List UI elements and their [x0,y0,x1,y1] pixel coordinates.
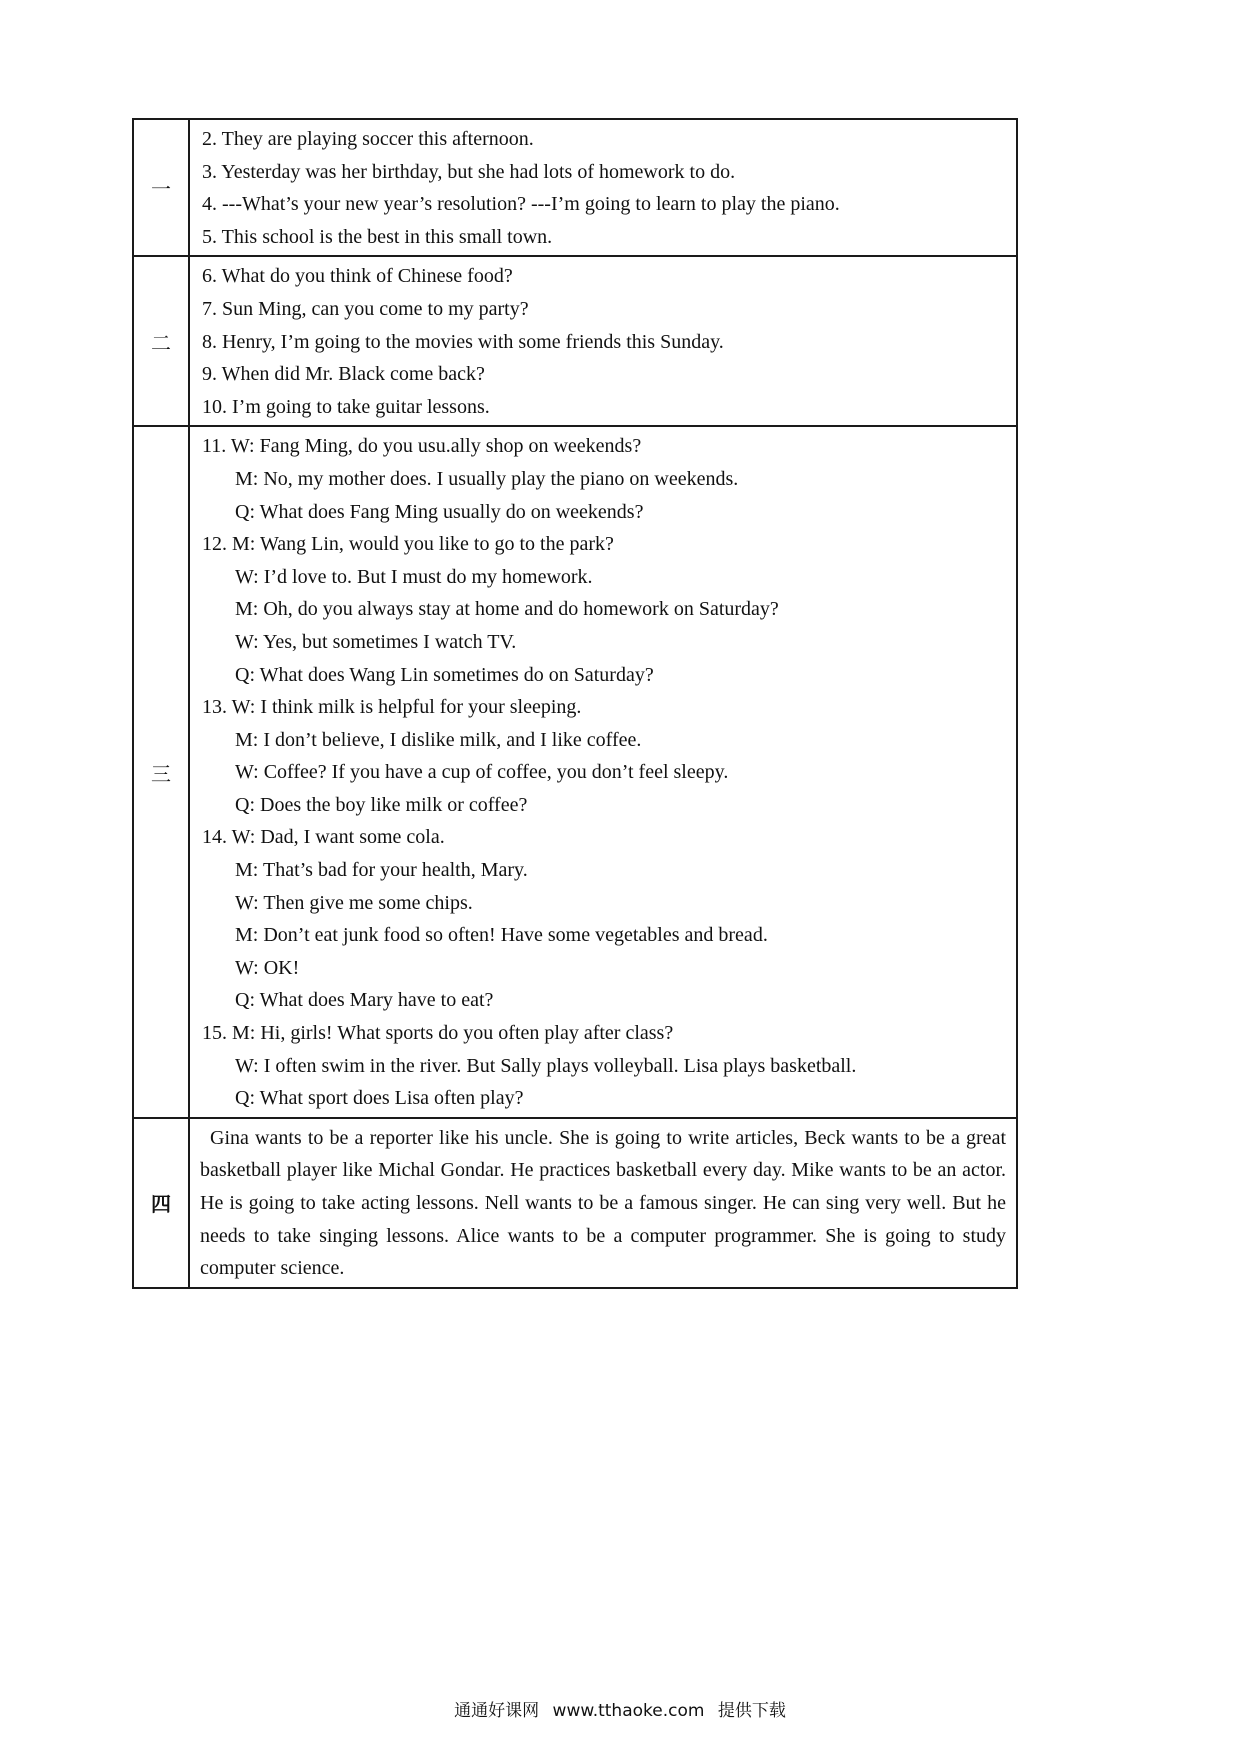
section-content [189,256,1017,426]
section-number: 三 [133,426,189,1117]
section-row-1 [133,119,1017,256]
script-line: Q: What does Wang Lin sometimes do on Saturday? [235,663,654,686]
footer-url[interactable]: www.tthaoke.com [552,1701,705,1721]
script-line: 3. Yesterday was her birthday, but she had lots of homework to do. [202,160,736,183]
passage-text: Gina wants to be a reporter like his uncle. She is going to write articles, Beck wants to be a great basketball player like Michal Gondar. He practices basketball every day. Mike wants to be an actor. He is going to take acting lessons. Nell wants to be a famous singer. He can sing very well. But he needs to take singing lessons. Alice wants to be a computer programmer. She is going to study computer science. [200,1126,1006,1280]
section-number: 四 [133,1118,189,1288]
script-line: M: I don’t believe, I dislike milk, and I like coffee. [235,728,642,751]
script-line: Q: Does the boy like milk or coffee? [235,793,528,816]
script-line: W: I often swim in the river. But Sally plays volleyball. Lisa plays basketball. [235,1054,857,1077]
line-list [190,120,1016,255]
script-line: 5. This school is the best in this small town. [202,225,553,248]
script-line: 10. I’m going to take guitar lessons. [202,395,490,418]
script-line: Q: What sport does Lisa often play? [235,1087,524,1110]
listening-script-table [132,118,1018,1289]
footer-note: 提供下载 [717,1701,786,1721]
script-line: W: OK! [235,956,300,979]
section-content [189,426,1017,1117]
footer-site-name: 通通好课网 [454,1701,540,1721]
script-line: 9. When did Mr. Black come back? [202,363,485,386]
section-content [189,119,1017,256]
section-number: 二 [133,256,189,426]
section-number: 一 [133,119,189,256]
script-line: 2. They are playing soccer this afternoon. [202,128,534,150]
script-line: 4. ---What’s your new year’s resolution? ---I’m going to learn to play the piano. [202,193,840,216]
script-line: Q: What does Mary have to eat? [235,989,494,1012]
script-line: 7. Sun Ming, can you come to my party? [202,297,529,320]
script-line: 12. M: Wang Lin, would you like to go to the park? [202,533,614,556]
script-line: W: I’d love to. But I must do my homework. [235,565,593,588]
section-content [189,1118,1017,1288]
script-line: 15. M: Hi, girls! What sports do you often play after class? [202,1022,674,1045]
script-line: M: Oh, do you always stay at home and do homework on Saturday? [235,598,779,621]
script-line: W: Yes, but sometimes I watch TV. [235,630,517,653]
script-line: 13. W: I think milk is helpful for your sleeping. [202,696,582,719]
script-line: M: That’s bad for your health, Mary. [235,859,528,882]
script-line: W: Coffee? If you have a cup of coffee, you don’t feel sleepy. [235,761,729,784]
section-row-2 [133,256,1017,426]
line-list [190,427,1016,1116]
section-row-4 [133,1118,1017,1288]
page-footer [0,1696,1240,1721]
script-line: 11. W: Fang Ming, do you usu.ally shop on weekends? [202,435,642,458]
script-line: 14. W: Dad, I want some cola. [202,826,445,849]
script-line: Q: What does Fang Ming usually do on weekends? [235,500,644,523]
script-line: W: Then give me some chips. [235,891,473,914]
script-line: M: Don’t eat junk food so often! Have some vegetables and bread. [235,924,768,947]
section-row-3 [133,426,1017,1117]
script-line: M: No, my mother does. I usually play the piano on weekends. [235,467,739,490]
script-line: 8. Henry, I’m going to the movies with some friends this Sunday. [202,330,724,353]
line-list [190,257,1016,425]
script-line: 6. What do you think of Chinese food? [202,265,513,288]
